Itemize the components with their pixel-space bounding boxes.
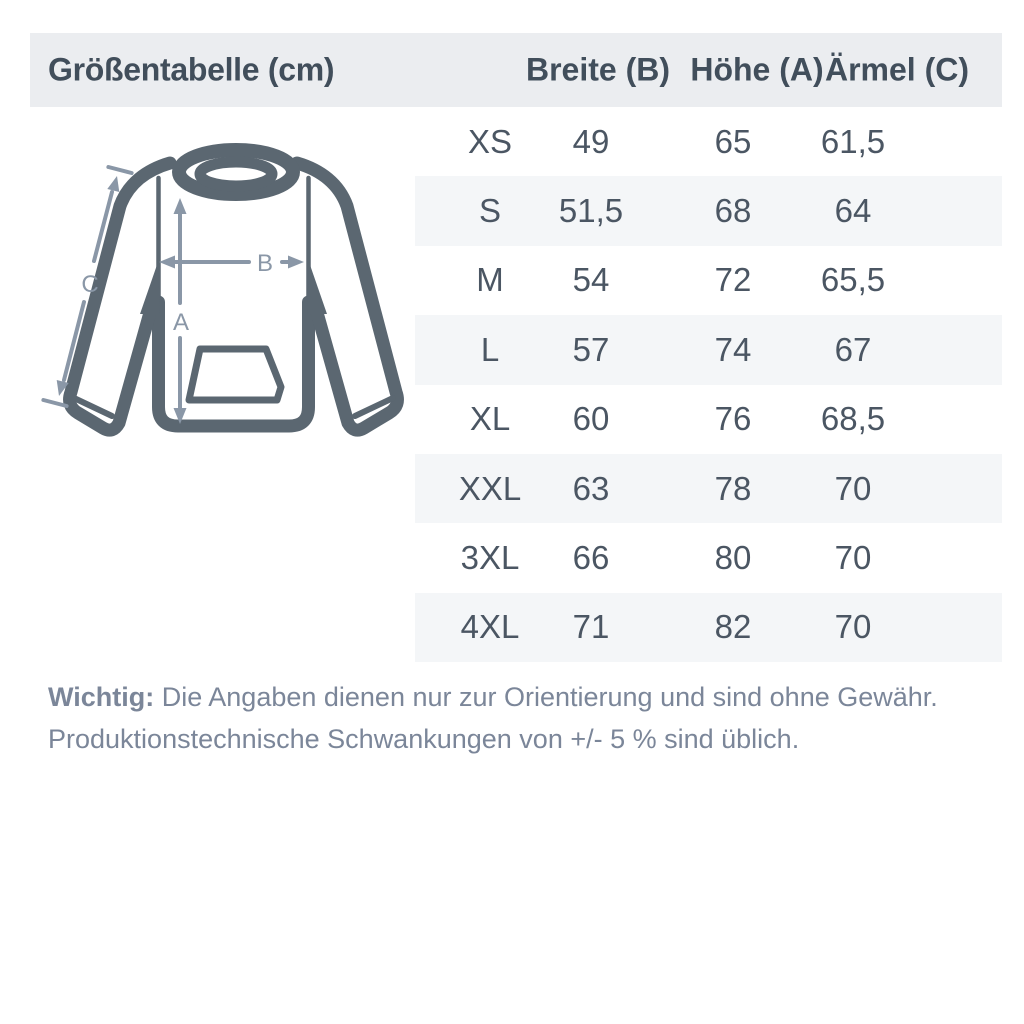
cell-size: XXL (458, 469, 522, 507)
table-row (415, 385, 1002, 454)
arrow-a-head-up (174, 198, 187, 214)
cell-breite: 57 (572, 330, 610, 368)
cell-aermel: 70 (834, 469, 872, 507)
table-header-band (30, 33, 1002, 107)
cell-size: 4XL (460, 608, 520, 646)
table-row (415, 454, 1002, 523)
cell-breite: 63 (572, 469, 610, 507)
column-header-breite: Breite (B) (525, 51, 671, 88)
table-row (415, 593, 1002, 662)
arrow-c-tick-top (108, 167, 131, 173)
disclaimer-note (48, 676, 978, 760)
hoodie-measurement-diagram-icon (40, 128, 412, 446)
pocket-outline (189, 349, 281, 400)
cell-size: XS (467, 122, 513, 160)
cell-aermel: 65,5 (820, 261, 886, 299)
label-a: A (172, 309, 190, 336)
table-row (415, 315, 1002, 384)
cell-hoehe: 68 (714, 192, 752, 230)
cell-aermel: 64 (834, 192, 872, 230)
cell-size: 3XL (460, 539, 520, 577)
note-text-2: Produktionstechnische Schwankungen von +/- 5 % sind üblich. (48, 724, 800, 754)
cell-hoehe: 65 (714, 122, 752, 160)
cell-size: L (480, 330, 500, 368)
table-row (415, 523, 1002, 592)
cell-aermel: 67 (834, 330, 872, 368)
column-header-hoehe: Höhe (A) (690, 51, 824, 88)
cell-size: S (478, 192, 502, 230)
cell-aermel: 61,5 (820, 122, 886, 160)
cell-size: XL (469, 400, 511, 438)
armpit-right (307, 262, 327, 314)
note-lead: Wichtig: (48, 682, 155, 712)
cell-hoehe: 72 (714, 261, 752, 299)
cell-hoehe: 82 (714, 608, 752, 646)
column-header-aermel: Ärmel (C) (824, 51, 970, 88)
page-title: Größentabelle (cm) (48, 51, 335, 88)
cell-breite: 54 (572, 261, 610, 299)
table-row (415, 176, 1002, 245)
size-table-body (415, 107, 1002, 662)
cell-hoehe: 80 (714, 539, 752, 577)
cell-breite: 51,5 (558, 192, 624, 230)
arrow-b-head-right (288, 256, 304, 269)
label-c: C (81, 271, 99, 298)
cell-breite: 71 (572, 608, 610, 646)
cell-size: M (476, 261, 504, 299)
cell-hoehe: 74 (714, 330, 752, 368)
note-text-1: Die Angaben dienen nur zur Orientierung und sind ohne Gewähr. (161, 682, 938, 712)
table-row (415, 246, 1002, 315)
cell-aermel: 68,5 (820, 400, 886, 438)
cell-breite: 49 (572, 122, 610, 160)
armpit-left (140, 262, 160, 314)
note-line-1 (48, 676, 978, 718)
arrow-b-head-left (159, 256, 175, 269)
arrow-c-head-up (107, 176, 119, 192)
table-row (415, 107, 1002, 176)
hood-inner-ring (200, 162, 272, 186)
cell-hoehe: 76 (714, 400, 752, 438)
cell-hoehe: 78 (714, 469, 752, 507)
label-b: B (256, 250, 274, 277)
cell-aermel: 70 (834, 539, 872, 577)
cell-breite: 66 (572, 539, 610, 577)
cell-aermel: 70 (834, 608, 872, 646)
cell-breite: 60 (572, 400, 610, 438)
